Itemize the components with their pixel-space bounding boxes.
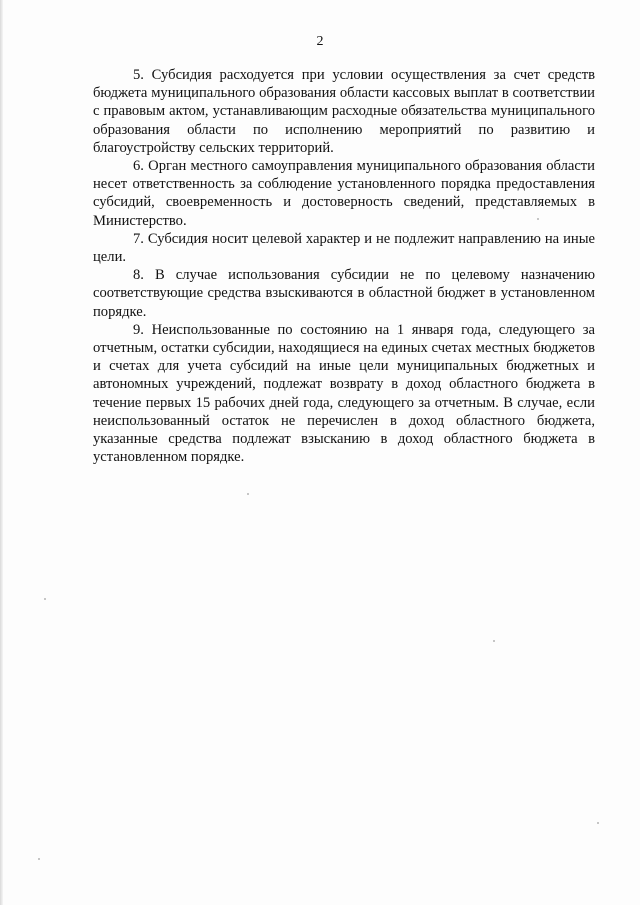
document-body <box>93 66 595 466</box>
scan-speck <box>493 640 495 642</box>
scan-speck <box>247 493 249 495</box>
scan-speck <box>597 822 599 824</box>
page-number: 2 <box>316 34 324 49</box>
paragraph-5: 5. Субсидия расходуется при условии осуществления за счет средств бюджета муниципального образования области кассовых выплат в соответствии с правовым актом, устанавливающим расходные обязательства муниципального образования области по исполнению мероприятий по развитию и благоустройству сельских территорий. <box>93 67 595 156</box>
paragraph-9: 9. Неиспользованные по состоянию на 1 января года, следующего за отчетным, остатки субсидии, находящиеся на единых счетах местных бюджетов и счетах для учета субсидий на иные цели муниципальных бюджетных и автономных учреждений, подлежат возврату в доход областного бюджета в течение первых 15 рабочих дней года, следующего за отчетным. В случае, если неиспользованный остаток не перечислен в доход областного бюджета, указанные средства подлежат взысканию в доход областного бюджета в установленном порядке. <box>93 321 595 466</box>
paragraph-8: 8. В случае использования субсидии не по целевому назначению соответствующие средства взыскиваются в областной бюджет в установленном порядке. <box>93 267 595 320</box>
scan-speck <box>44 598 46 600</box>
scan-speck <box>537 218 539 220</box>
paragraph-7: 7. Субсидия носит целевой характер и не подлежит направлению на иные цели. <box>93 230 595 266</box>
paragraph-6: 6. Орган местного самоуправления муниципального образования области несет ответственность за соблюдение установленного порядка предоставления субсидий, своевременность и достоверность сведений, представляемых в Министерство. <box>93 158 595 229</box>
scan-edge <box>0 0 3 905</box>
scan-speck <box>38 858 40 860</box>
